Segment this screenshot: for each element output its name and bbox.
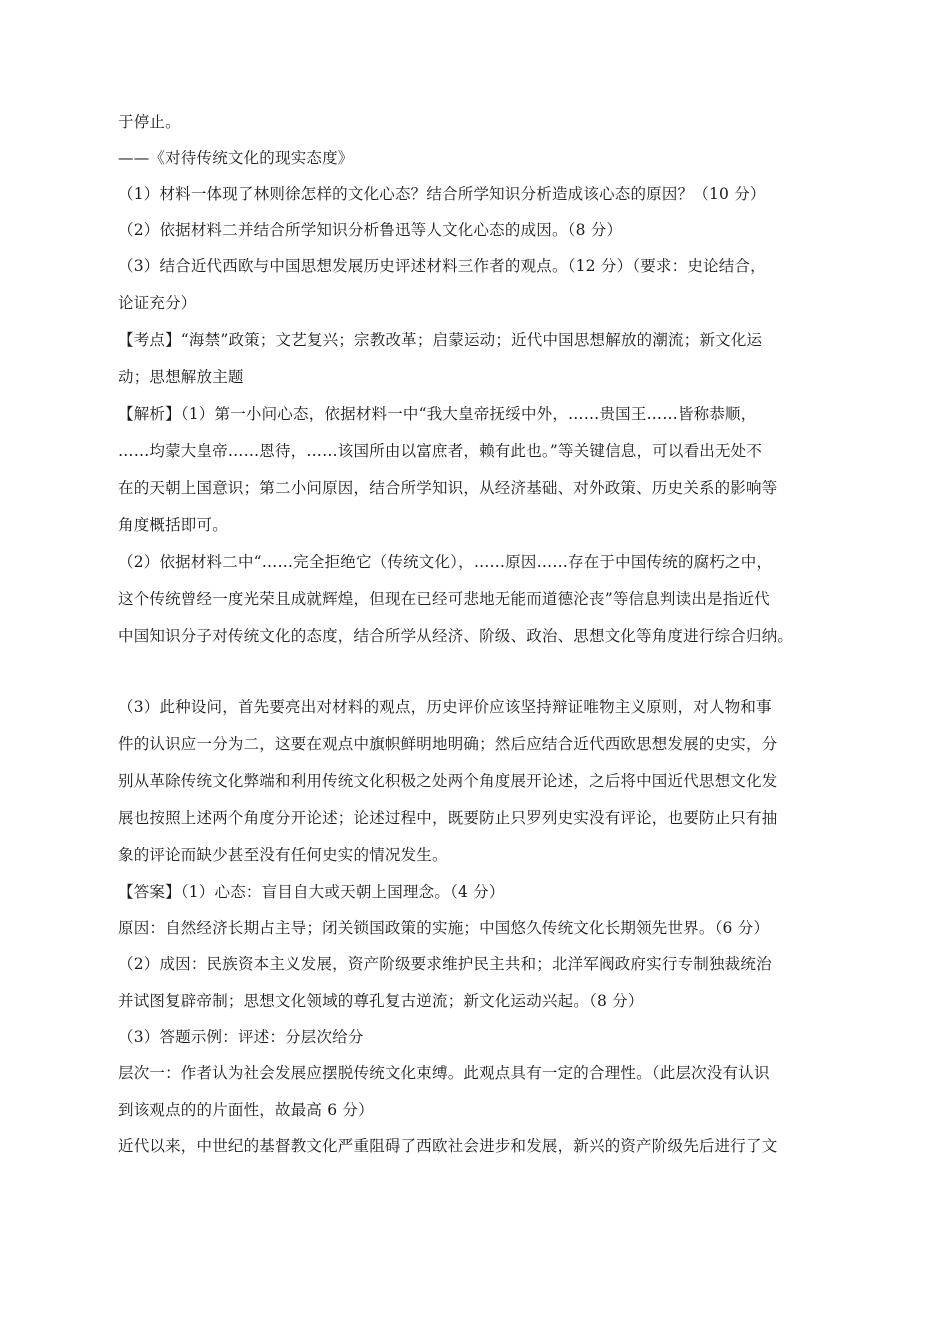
jiexi-line-4: 角度概括即可。 (118, 516, 228, 534)
jiexi-3-line-1: （3）此种设问，首先要亮出对材料的观点，历史评价应该坚持辩证唯物主义原则，对人物和事 (118, 698, 772, 716)
question-2: （2）依据材料二并结合所学知识分析鲁迅等人文化心态的成因。（8 分） (118, 221, 623, 239)
paragraph-spacer (118, 655, 830, 689)
document-page (118, 104, 830, 1165)
jiexi-line-1: 【解析】（1）第一小问心态，依据材料一中“我大皇帝抚绥中外，……贵国王……皆称恭顺， (118, 405, 757, 423)
answer-3-level-1: 层次一：作者认为社会发展应摆脱传统文化束缚。此观点具有一定的合理性。（此层次没有认识 (118, 1064, 770, 1082)
answer-2-line-2: 并试图复辟帝制；思想文化领域的尊孔复古逆流；新文化运动兴起。（8 分） (118, 992, 644, 1010)
answer-3-body: 近代以来，中世纪的基督教文化严重阻碍了西欧社会进步和发展，新兴的资产阶级先后进行了文 (118, 1137, 778, 1155)
jiexi-2-line-2: 这个传统曾经一度光荣且成就辉煌，但现在已经可悲地无能而道德沦丧”等信息判读出是指近代 (118, 590, 770, 608)
kaodian-line-1: 【考点】“海禁”政策；文艺复兴；宗教改革；启蒙运动；近代中国思想解放的潮流；新文化运 (118, 331, 763, 349)
jiexi-3-line-5: 象的评论而缺少甚至没有任何史实的情况发生。 (118, 846, 448, 864)
question-3: （3）结合近代西欧与中国思想发展历史评述材料三作者的观点。（12 分）（要求：史论结合， (118, 257, 766, 275)
question-1: （1）材料一体现了林则徐怎样的文化心态？结合所学知识分析造成该心态的原因？（10 分） (118, 185, 766, 203)
answer-3-heading: （3）答题示例：评述：分层次给分 (118, 1028, 364, 1046)
answer-3-level-1-cont: 到该观点的的片面性，故最高 6 分） (118, 1101, 374, 1119)
jiexi-3-line-3: 别从革除传统文化弊端和利用传统文化积极之处两个角度展开论述，之后将中国近代思想文化发 (118, 772, 778, 790)
jiexi-line-3: 在的天朝上国意识；第二小问原因，结合所学知识，从经济基础、对外政策、历史关系的影响等 (118, 479, 778, 497)
answer-2-line-1: （2）成因：民族资本主义发展，资产阶级要求维护民主共和；北洋军阀政府实行专制独裁统治 (118, 955, 772, 973)
answer-1-reason: 原因：自然经济长期占主导；闭关锁国政策的实施；中国悠久传统文化长期领先世界。（6 分） (118, 919, 770, 937)
jiexi-3-line-2: 件的认识应一分为二，这要在观点中旗帜鲜明地明确；然后应结合近代西欧思想发展的史实，分 (118, 735, 778, 753)
jiexi-3-line-4: 展也按照上述两个角度分开论述；论述过程中，既要防止只罗列史实没有评论，也要防止只有抽 (118, 809, 778, 827)
jiexi-line-2: ……均蒙大皇帝……恩待，……该国所由以富庶者，赖有此也。”等关键信息，可以看出无处不 (118, 442, 763, 460)
source-citation: ——《对待传统文化的现实态度》 (118, 149, 354, 167)
kaodian-line-2: 动；思想解放主题 (118, 368, 244, 386)
text-line-1: 于停止。 (118, 113, 181, 131)
answer-1: 【答案】（1）心态：盲目自大或天朝上国理念。（4 分） (118, 883, 505, 901)
jiexi-2-line-3: 中国知识分子对传统文化的态度，结合所学从经济、阶级、政治、思想文化等角度进行综合归纳。 (118, 627, 794, 645)
jiexi-2-line-1: （2）依据材料二中“……完全拒绝它（传统文化），……原因……存在于中国传统的腐朽之中， (118, 553, 773, 571)
question-3-cont: 论证充分） (118, 294, 197, 312)
